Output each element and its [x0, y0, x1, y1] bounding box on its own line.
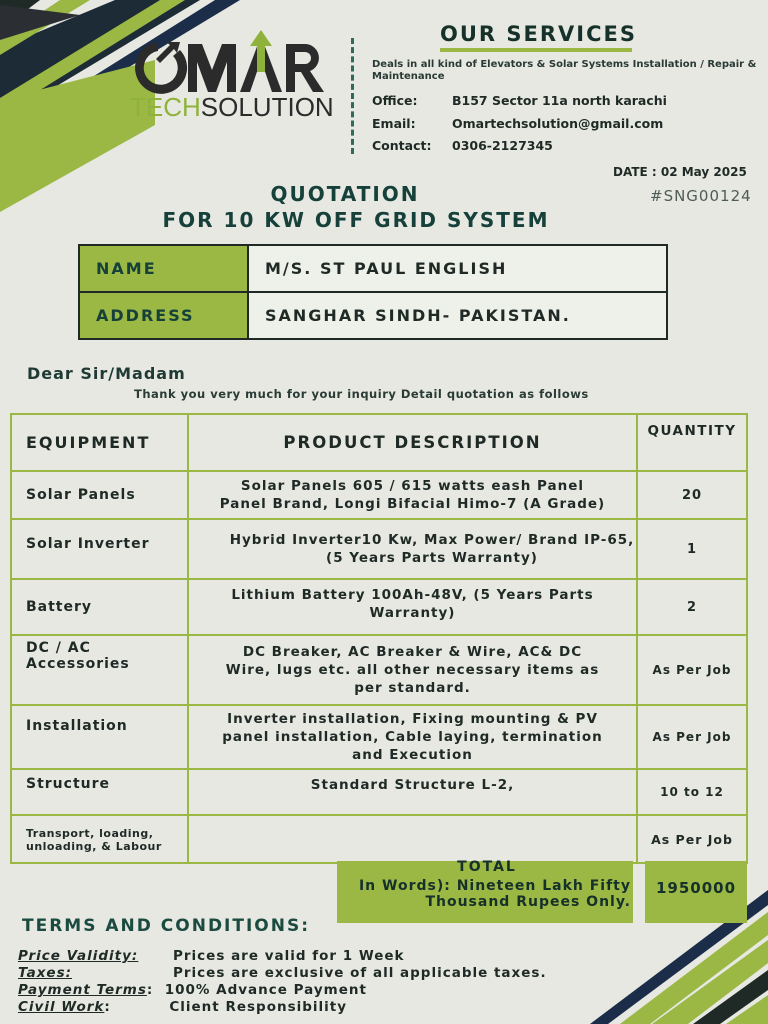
client-address-row: [79, 292, 667, 339]
quotation-table: [10, 413, 748, 864]
table-row: [11, 519, 747, 579]
term-key: Civil Work: [18, 999, 105, 1015]
equipment-cell: DC / AC Accessories: [11, 635, 188, 705]
description-line: Solar Panels 605 / 615 watts eash Panel: [240, 478, 585, 494]
description-line: Lithium Battery 100Ah-48V, (5 Years Parts: [231, 587, 594, 603]
term-item: Civil Work: Client Responsibility: [18, 999, 348, 1015]
quotation-title: QUOTATION: [270, 182, 420, 206]
description-line: and Execution: [352, 747, 473, 763]
description-line: Inverter installation, Fixing mounting & PV: [227, 711, 598, 727]
services-title-underline: [440, 48, 632, 52]
client-name-value: M/S. ST PAUL ENGLISH: [248, 245, 667, 292]
email-row: [372, 116, 663, 131]
total-words-line: Thousand Rupees Only.: [425, 894, 631, 910]
total-label: TOTAL: [457, 859, 517, 875]
equipment-cell: Battery: [11, 579, 188, 635]
services-title: OUR SERVICES: [440, 22, 637, 46]
greeting: Dear Sir/Madam: [27, 364, 186, 383]
quantity-cell: As Per Job: [637, 815, 747, 863]
term-value: 100% Advance Payment: [164, 982, 367, 998]
client-name-row: [79, 245, 667, 292]
description-line: Wire, lugs etc. all other necessary items as: [225, 662, 600, 678]
description-line: Panel Brand, Longi Bifacial Himo-7 (A Grade): [219, 496, 606, 512]
header-product-description: PRODUCT DESCRIPTION: [188, 414, 637, 471]
office-value: B157 Sector 11a north karachi: [452, 93, 667, 108]
term-value: Client Responsibility: [169, 999, 348, 1015]
table-row: [11, 705, 747, 769]
logo-wordmark: [130, 92, 334, 123]
description-cell: [188, 705, 637, 769]
description-cell: [188, 769, 637, 815]
header-quantity: QUANTITY: [637, 414, 747, 471]
office-row: [372, 93, 667, 108]
logo-tech-text: TECH: [130, 92, 201, 122]
contact-value: 0306-2127345: [452, 138, 553, 153]
term-key: Taxes:: [18, 965, 73, 981]
header-divider: [351, 38, 354, 154]
quantity-cell: 2: [637, 579, 747, 635]
description-line: Hybrid Inverter10 Kw, Max Power/ Brand IP-65,: [229, 532, 635, 548]
intro-text: Thank you very much for your inquiry Detail quotation as follows: [134, 387, 589, 401]
header-equipment: EQUIPMENT: [11, 414, 188, 471]
quotation-subtitle: FOR 10 KW OFF GRID SYSTEM: [162, 208, 550, 232]
term-value: Prices are exclusive of all applicable taxes.: [173, 965, 547, 981]
client-address-label: ADDRESS: [79, 292, 248, 339]
omar-logo-mark: [128, 30, 338, 100]
description-cell: [188, 471, 637, 519]
description-cell: [188, 519, 637, 579]
equipment-cell: Installation: [11, 705, 188, 769]
equipment-cell: Transport, loading, unloading, & Labour: [11, 815, 188, 863]
office-label: Office:: [372, 93, 418, 108]
description-line: per standard.: [354, 680, 471, 696]
contact-row: [372, 138, 553, 153]
logo-solution-text: SOLUTION: [200, 92, 334, 122]
table-row: [11, 471, 747, 519]
table-header-row: [11, 414, 747, 471]
client-info-table: [78, 244, 668, 340]
quotation-date: DATE : 02 May 2025: [613, 165, 747, 179]
term-key: Payment Terms: [18, 982, 147, 998]
table-row: [11, 815, 747, 863]
client-name-label: NAME: [79, 245, 248, 292]
quantity-cell: 1: [637, 519, 747, 579]
quotation-ref-number: #SNG00124: [650, 187, 752, 205]
equipment-cell: Solar Panels: [11, 471, 188, 519]
terms-title: TERMS AND CONDITIONS:: [22, 916, 311, 936]
term-value: Prices are valid for 1 Week: [173, 948, 405, 964]
quantity-cell: As Per Job: [637, 635, 747, 705]
description-line: panel installation, Cable laying, termination: [222, 729, 603, 745]
quantity-cell: As Per Job: [637, 705, 747, 769]
term-item: Payment Terms: 100% Advance Payment: [18, 982, 367, 998]
email-value[interactable]: Omartechsolution@gmail.com: [452, 116, 664, 131]
table-row: [11, 635, 747, 705]
quantity-cell: 10 to 12: [637, 769, 747, 815]
services-description: Deals in all kind of Elevators & Solar Systems Installation / Repair & Maintenance: [372, 59, 757, 82]
table-row: [11, 579, 747, 635]
description-cell: [188, 579, 637, 635]
description-line: Warranty): [369, 605, 456, 621]
term-key: Price Validity:: [18, 948, 139, 964]
description-line: DC Breaker, AC Breaker & Wire, AC& DC: [242, 644, 583, 660]
total-in-words: [337, 878, 631, 910]
equipment-cell: Structure: [11, 769, 188, 815]
quantity-cell: 20: [637, 471, 747, 519]
description-line: (5 Years Parts Warranty): [326, 550, 538, 566]
description-cell: [188, 815, 637, 863]
term-item: [18, 965, 547, 981]
contact-label: Contact:: [372, 138, 432, 153]
total-words-line: In Words): Nineteen Lakh Fifty: [358, 878, 631, 894]
equipment-cell: Solar Inverter: [11, 519, 188, 579]
description-cell: [188, 635, 637, 705]
term-item: [18, 948, 405, 964]
email-label: Email:: [372, 116, 416, 131]
description-line: Standard Structure L-2,: [310, 777, 515, 793]
table-row: [11, 769, 747, 815]
client-address-value: SANGHAR SINDH- PAKISTAN.: [248, 292, 667, 339]
total-value: 1950000: [655, 879, 737, 897]
